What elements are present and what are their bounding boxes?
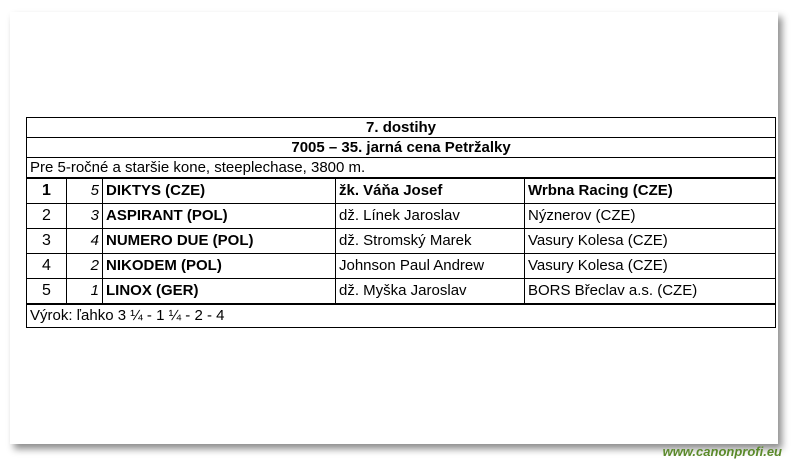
saddle-number: 5: [67, 178, 103, 204]
finish-position: 5: [27, 279, 67, 305]
horse-name: DIKTYS (CZE): [103, 178, 336, 204]
saddle-number: 3: [67, 204, 103, 229]
race-name: 7005 – 35. jarná cena Petržalky: [27, 138, 776, 158]
finish-position: 3: [27, 229, 67, 254]
race-title: 7. dostihy: [27, 118, 776, 138]
table-row: [27, 279, 776, 305]
owner-name: BORS Břeclav a.s. (CZE): [525, 279, 776, 305]
race-conditions-row: [27, 158, 776, 179]
race-result-row: [27, 304, 776, 328]
owner-name: Vasury Kolesa (CZE): [525, 254, 776, 279]
saddle-number: 4: [67, 229, 103, 254]
horse-name: ASPIRANT (POL): [103, 204, 336, 229]
race-conditions: Pre 5-ročné a staršie kone, steeplechase, 3800 m.: [27, 158, 776, 179]
jockey-name: Johnson Paul Andrew: [336, 254, 525, 279]
watermark-text: www.canonprofi.eu: [662, 444, 782, 459]
horse-name: NIKODEM (POL): [103, 254, 336, 279]
jockey-name: žk. Váňa Josef: [336, 178, 525, 204]
jockey-name: dž. Myška Jaroslav: [336, 279, 525, 305]
saddle-number: 2: [67, 254, 103, 279]
table-row: [27, 229, 776, 254]
owner-name: Vasury Kolesa (CZE): [525, 229, 776, 254]
race-result-label: Výrok: ľahko 3 ¼ - 1 ¼ - 2 - 4: [27, 304, 776, 328]
finish-position: 2: [27, 204, 67, 229]
owner-name: Wrbna Racing (CZE): [525, 178, 776, 204]
table-row: [27, 178, 776, 204]
race-name-row: [27, 138, 776, 158]
race-title-row: [27, 118, 776, 138]
race-results-table: [26, 117, 776, 328]
owner-name: Nýznerov (CZE): [525, 204, 776, 229]
finish-position: 4: [27, 254, 67, 279]
horse-name: LINOX (GER): [103, 279, 336, 305]
saddle-number: 1: [67, 279, 103, 305]
finish-position: 1: [27, 178, 67, 204]
horse-name: NUMERO DUE (POL): [103, 229, 336, 254]
table-row: [27, 204, 776, 229]
jockey-name: dž. Stromský Marek: [336, 229, 525, 254]
jockey-name: dž. Línek Jaroslav: [336, 204, 525, 229]
table-row: [27, 254, 776, 279]
